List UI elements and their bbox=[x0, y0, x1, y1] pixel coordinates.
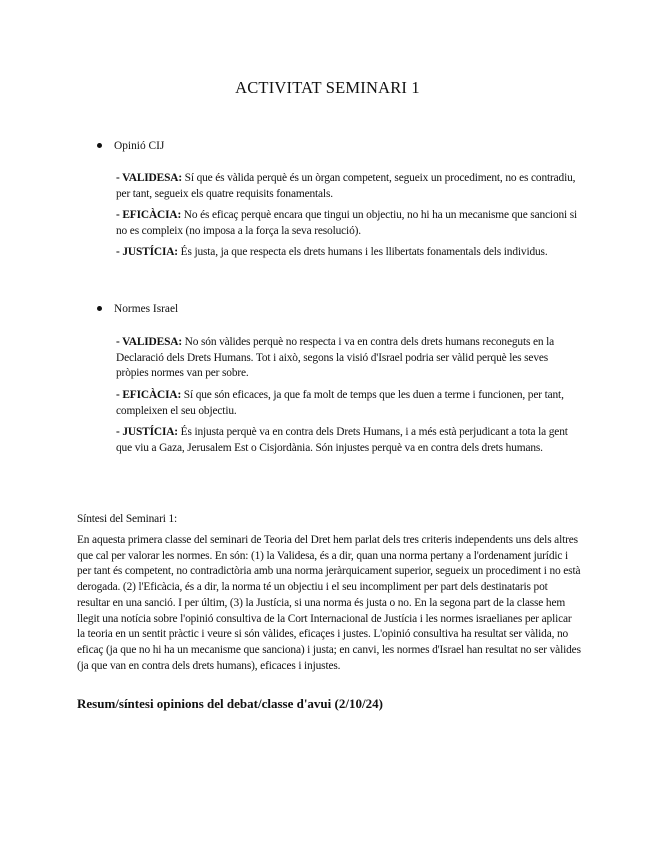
criterion-label: - VALIDESA: bbox=[116, 172, 182, 184]
criterion-justicia bbox=[116, 245, 582, 261]
criterion-label: - EFICÀCIA: bbox=[116, 389, 182, 401]
criterion-eficacia bbox=[116, 208, 582, 239]
synthesis-heading: Síntesi del Seminari 1: bbox=[77, 513, 178, 525]
criterion-justicia bbox=[116, 425, 582, 456]
bullet-label: Normes Israel bbox=[114, 303, 179, 315]
criterion-text: És injusta perquè va en contra dels Drets Humans, i a més està perjudicant a tota la gent que viu a Gaza, Jerusalem Est o Cisjordània. Són injustes perquè va en contra dels drets humans. bbox=[116, 426, 568, 454]
synthesis-text: En aquesta primera classe del seminari de Teoria del Dret hem parlat dels tres criteris independents uns dels altres que cal per valorar les normes. En són: (1) la Validesa, és a dir, quan una norma pertany a l'ordenament jurídic i per tant és competent, no contradictòria amb una norma jeràrquicament superior, segueix un procediment i no està derogada. (2) l'Eficàcia, és a dir, la norma té un objectiu i el seu incompliment per part dels destinataris pot resultar en una sanció. I per últim, (3) la Justícia, si una norma és justa o no. En la segona part de la classe hem llegit una notícia sobre l'opinió consultiva de la Cort Internacional de Justícia i les normes israelianes per aplicar la teoria en un sentit pràctic i veure si són vàlides, eficaçes i justes. L'opinió consultiva ha resultat ser vàlida, no eficaç (ja que no hi ha un mecanisme que sanciona) i justa; en canvi, les normes d'Israel han resultat no ser vàlides (ja que van en contra dels drets humans), eficaces i injustes. bbox=[77, 534, 581, 672]
bullet-opinio-cij bbox=[97, 139, 164, 155]
criterion-text: No és eficaç perquè encara que tingui un objectiu, no hi ha un mecanisme que sancioni si no es compleix (no imposa a la força la seva resolució). bbox=[116, 209, 578, 237]
criterion-eficacia bbox=[116, 388, 582, 419]
criterion-validesa bbox=[116, 171, 582, 202]
bullet-normes-israel bbox=[97, 302, 178, 318]
criterion-text: És justa, ja que respecta els drets humans i les llibertats fonamentals dels individus. bbox=[177, 246, 548, 258]
criterion-label: - JUSTÍCIA: bbox=[116, 426, 178, 438]
criterion-text: Sí que és vàlida perquè és un òrgan competent, segueix un procediment, no es contradiu, per tant, segueix els quatre requisits fonamentals. bbox=[116, 172, 576, 200]
bullet-label: Opinió CIJ bbox=[114, 140, 165, 152]
criterion-label: - JUSTÍCIA: bbox=[116, 246, 178, 258]
criterion-text: No són vàlides perquè no respecta i va en contra dels drets humans reconeguts en la Declaració dels Drets Humans. Tot i això, segons la visió d'Israel podria ser vàlid perquè les seves pròpies normes van per sobre. bbox=[116, 336, 555, 380]
bullet-icon bbox=[97, 143, 102, 148]
criterion-validesa bbox=[116, 335, 582, 382]
criterion-label: - VALIDESA: bbox=[116, 336, 182, 348]
criterion-text: Sí que són eficaces, ja que fa molt de temps que les duen a terme i funcionen, per tant, compleixen el seu objectiu. bbox=[116, 389, 564, 417]
page-title: ACTIVITAT SEMINARI 1 bbox=[235, 78, 420, 97]
bullet-icon bbox=[97, 306, 102, 311]
criterion-label: - EFICÀCIA: bbox=[116, 209, 182, 221]
summary-heading: Resum/síntesi opinions del debat/classe d'avui (2/10/24) bbox=[77, 696, 383, 711]
